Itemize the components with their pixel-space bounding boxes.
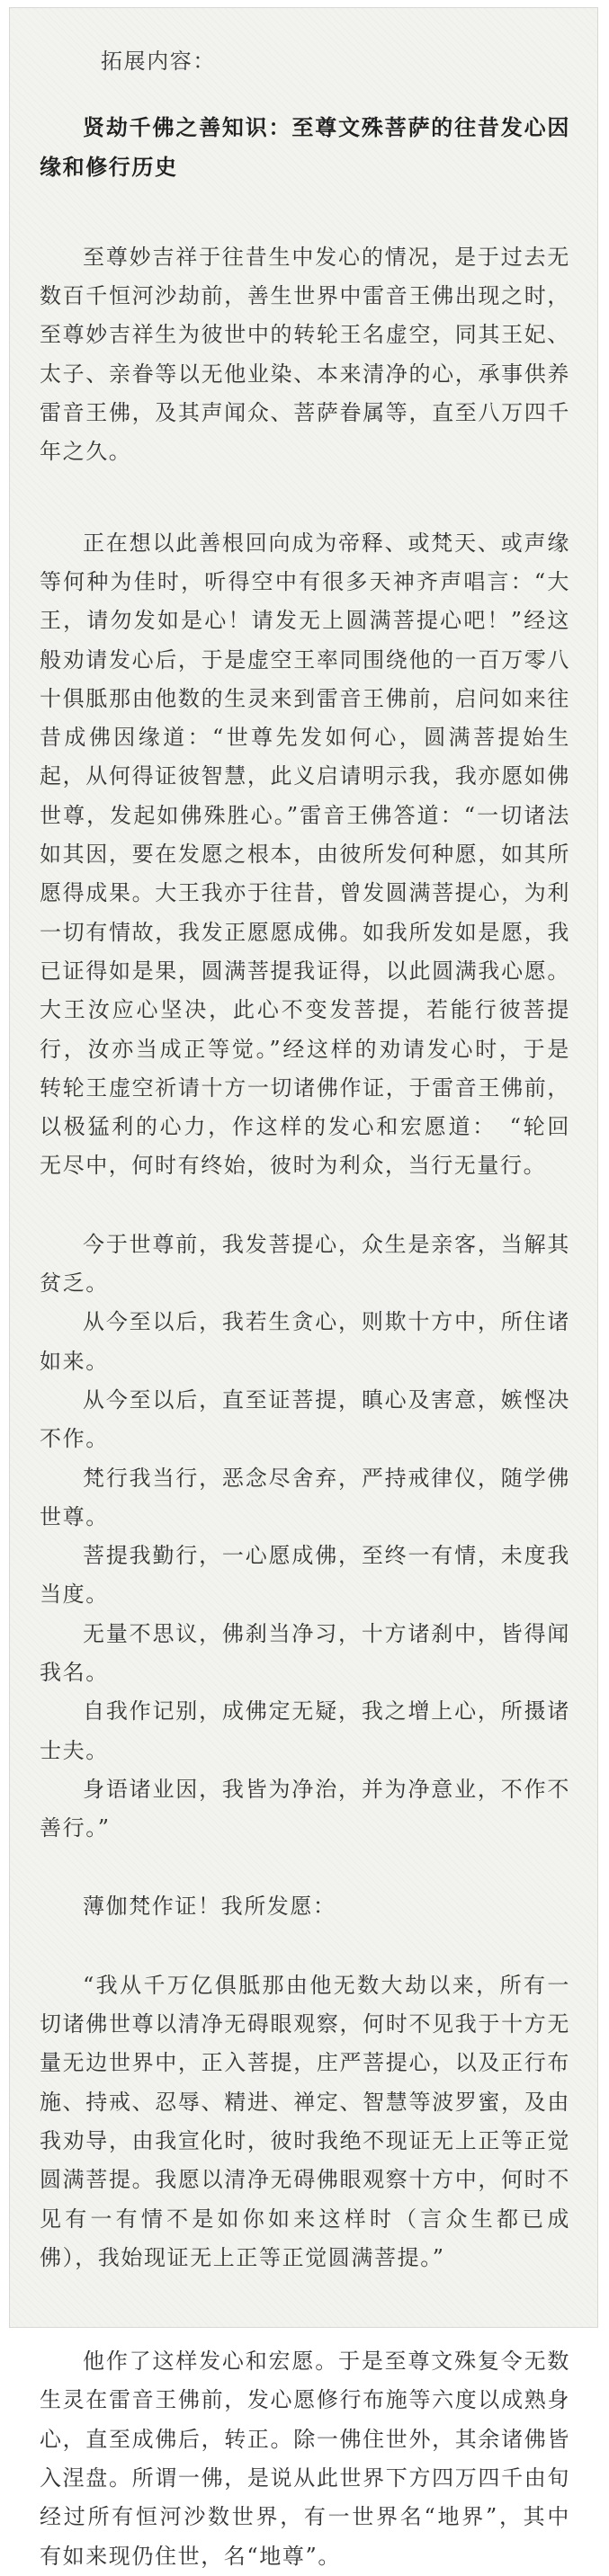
verse-line: 菩提我勤行，一心愿成佛，至终一有情，未度我当度。 (40, 1543, 570, 1608)
verse-line: 从今至以后，直至证菩提，瞋心及害意，嫉悭决不作。 (40, 1386, 570, 1452)
verse-line: 身语诸业因，我皆为净治，并为净意业，不作不善行。” (40, 1776, 570, 1841)
verse-line: 从今至以后，我若生贪心，则欺十方中，所住诸如来。 (40, 1309, 570, 1374)
verse-line: 自我作记别，成佛定无疑，我之增上心，所摄诸士夫。 (40, 1698, 570, 1763)
verse-line: 今于世尊前，我发菩提心，众生是亲客，当解其贫乏。 (40, 1231, 570, 1297)
paragraph: 至尊妙吉祥于往昔生中发心的情况，是于过去无数百千恒河沙劫前，善生世界中雷音王佛出现之时，至尊妙吉祥生为彼世中的转轮王名虚空，同其王妃、太子、亲眷等以无他业染、本来清净的心，承事供养雷音王佛，及其声闻众、菩萨眷属等，直至八万四千年之久。 (40, 244, 570, 465)
paragraph: 他作了这样发心和宏愿。于是至尊文殊复令无数生灵在雷音王佛前，发心愿修行布施等六度以成熟身心，直至成佛后，转正。除一佛住世外，其余诸佛皆入涅盘。所谓一佛，是说从此世界下方四万四千由旬经过所有恒河沙数世界，有一世界名“地界”，其中有如来现仍住世，名“地尊”。 (40, 2349, 570, 2569)
paragraph: 薄伽梵作证！我所发愿： (83, 1894, 336, 1920)
paragraph: 正在想以此善根回向成为帝释、或梵天、或声缘等何种为佳时，听得空中有很多天神齐声唱言：“大王，请勿发如是心！请发无上圆满菩提心吧！”经这般劝请发心后，于是虚空王率同围绕他的一百万零八十俱胝那由他数的生灵来到雷音王佛前，启问如来往昔成佛因缘道：“世尊先发如何心，圆满菩提始生起，从何得证彼智慧，此义启请明示我，我亦愿如佛世尊，发起如佛殊胜心。”雷音王佛答道：“一切诸法如其因，要在发愿之根本，由彼所发何种愿，如其所愿得成果。大王我亦于往昔，曾发圆满菩提心，为利一切有情故，我发正愿愿成佛。如我所发如是愿，我已证得如是果，圆满菩提我证得，以此圆满我心愿。大王汝应心坚决，此心不变发菩提，若能行彼菩提行，汝亦当成正等觉。”经这样的劝请发心时，于是转轮王虚空祈请十方一切诸佛作证，于雷音王佛前，以极猛利的心力，作这样的发心和宏愿道： “轮回无尽中，何时有终始，彼时为利众，当行无量行。 (40, 530, 570, 1179)
verse-line: 无量不思议，佛刹当净习，十方诸刹中，皆得闻我名。 (40, 1620, 570, 1685)
verse-line: 梵行我当行，恶念尽舍弃，严持戒律仪，随学佛世尊。 (40, 1465, 570, 1529)
article-body (40, 42, 570, 2576)
section-label: 拓展内容： (101, 49, 216, 74)
article-title: 贤劫千佛之善知识：至尊文殊菩萨的往昔发心因缘和修行历史 (40, 114, 570, 180)
paragraph: “我从千万亿俱胝那由他无数大劫以来，所有一切诸佛世尊以清净无碍眼观察，何时不见我于十方无量无边世界中，正入菩提，庄严菩提心，以及正行布施、持戒、忍辱、精进、禅定、智慧等波罗蜜，及由我劝导，由我宣化时，彼时我绝不现证无上正等正觉圆满菩提。我愿以清净无碍佛眼观察十方中，何时不见有一有情不是如你如来这样时（言众生都已成佛），我始现证无上正等正觉圆满菩提。” (40, 1972, 570, 2270)
article-card (9, 7, 598, 2569)
